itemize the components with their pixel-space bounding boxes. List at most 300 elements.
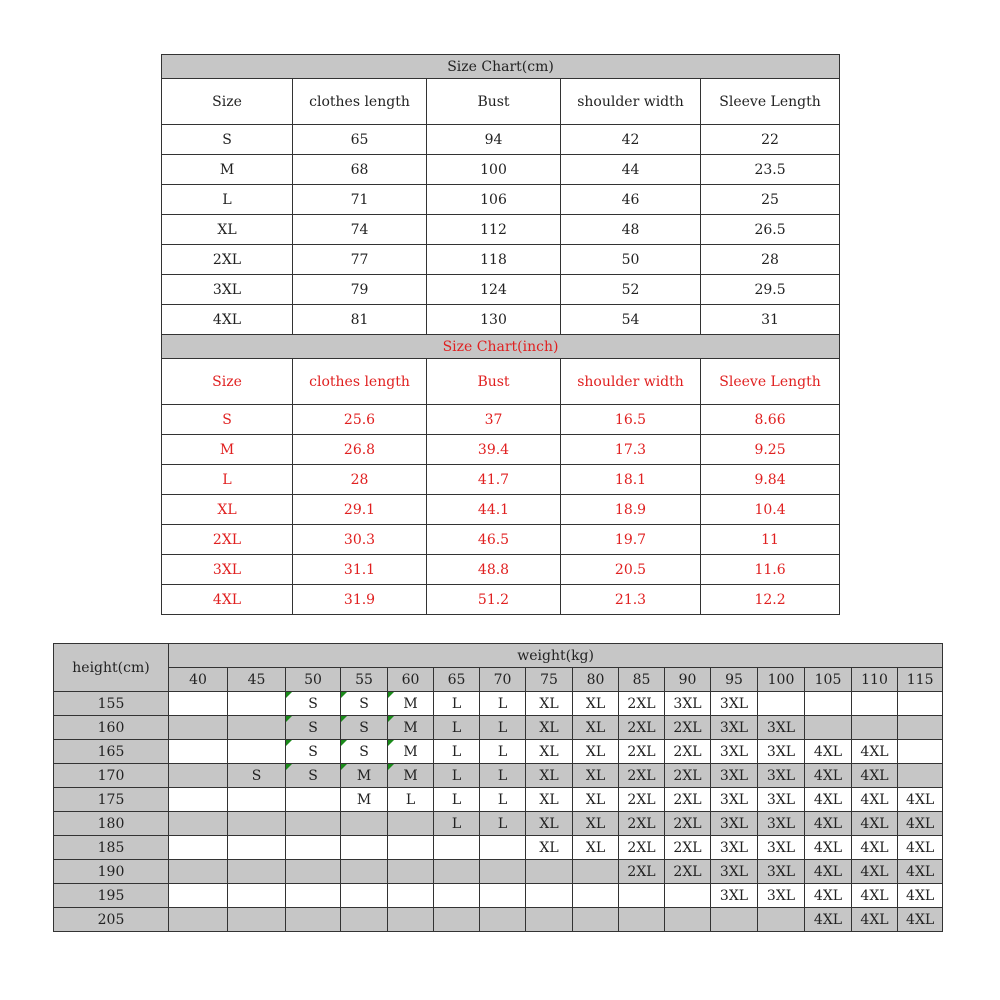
weight-header-cell: 100 [758, 668, 805, 692]
inch-table-row [162, 435, 840, 465]
inch-table-cell: 10.4 [701, 495, 840, 525]
cm-table-cell: 77 [293, 245, 427, 275]
weight-header-cell: 40 [169, 668, 228, 692]
inch-table-cell: 46.5 [427, 525, 561, 555]
size-recommendation-cell [388, 860, 434, 884]
size-recommendation-cell: 3XL [711, 884, 758, 908]
height-value-cell: 185 [54, 836, 169, 860]
inch-table-cell: 4XL [162, 585, 293, 615]
inch-table-cell: 26.8 [293, 435, 427, 465]
size-recommendation-cell [169, 860, 228, 884]
size-recommendation-cell [388, 908, 434, 932]
cm-table-cell: 112 [427, 215, 561, 245]
height-value-cell: 165 [54, 740, 169, 764]
inch-table-row [162, 405, 840, 435]
size-recommendation-cell: 4XL [852, 812, 898, 836]
inch-table-cell: 41.7 [427, 465, 561, 495]
size-recommendation-cell [480, 908, 526, 932]
size-recommendation-cell [228, 908, 286, 932]
cm-table-cell: 79 [293, 275, 427, 305]
size-recommendation-cell: 4XL [852, 908, 898, 932]
size-recommendation-cell [286, 884, 341, 908]
weight-label: weight(kg) [169, 644, 943, 668]
size-recommendation-cell: XL [573, 812, 619, 836]
inch-table-cell: 31.9 [293, 585, 427, 615]
size-recommendation-cell [758, 908, 805, 932]
inch-column-header: clothes length [293, 359, 427, 405]
height-value-cell: 195 [54, 884, 169, 908]
size-recommendation-cell: 3XL [711, 764, 758, 788]
size-recommendation-cell [434, 908, 480, 932]
size-recommendation-cell: L [434, 740, 480, 764]
size-recommendation-cell: 3XL [711, 860, 758, 884]
size-recommendation-cell: 2XL [665, 764, 711, 788]
size-recommendation-cell: M [388, 692, 434, 716]
size-recommendation-cell: XL [573, 740, 619, 764]
size-recommendation-cell [619, 908, 665, 932]
weight-header-cell: 110 [852, 668, 898, 692]
height-row [54, 908, 943, 932]
size-recommendation-cell: L [480, 692, 526, 716]
size-recommendation-cell [169, 812, 228, 836]
size-recommendation-cell: 2XL [619, 740, 665, 764]
cm-table-cell: 29.5 [701, 275, 840, 305]
weight-header-cell: 105 [805, 668, 852, 692]
size-recommendation-cell: XL [573, 716, 619, 740]
size-recommendation-cell: S [341, 716, 388, 740]
inch-chart-title: Size Chart(inch) [162, 335, 840, 359]
size-recommendation-cell [228, 836, 286, 860]
inch-table-cell: 16.5 [561, 405, 701, 435]
height-row [54, 788, 943, 812]
cm-table-cell: 54 [561, 305, 701, 335]
height-row [54, 860, 943, 884]
cm-table-cell: 81 [293, 305, 427, 335]
size-recommendation-cell: 3XL [711, 788, 758, 812]
size-recommendation-cell [388, 884, 434, 908]
size-recommendation-cell: 4XL [805, 836, 852, 860]
size-recommendation-cell: L [480, 812, 526, 836]
inch-table-cell: 20.5 [561, 555, 701, 585]
size-recommendation-cell: 4XL [805, 908, 852, 932]
size-recommendation-cell [169, 836, 228, 860]
size-recommendation-cell [805, 692, 852, 716]
size-recommendation-cell: 4XL [852, 740, 898, 764]
height-row [54, 716, 943, 740]
size-recommendation-cell [286, 908, 341, 932]
inch-table-row [162, 525, 840, 555]
height-value-cell: 205 [54, 908, 169, 932]
size-recommendation-cell: 4XL [805, 812, 852, 836]
cm-table-cell: 65 [293, 125, 427, 155]
cm-title-row [162, 55, 840, 79]
cm-table-row [162, 125, 840, 155]
size-recommendation-cell: M [341, 764, 388, 788]
size-recommendation-cell [852, 716, 898, 740]
cm-table-cell: L [162, 185, 293, 215]
size-recommendation-cell: 3XL [758, 788, 805, 812]
size-recommendation-cell: 3XL [758, 716, 805, 740]
height-row [54, 692, 943, 716]
size-recommendation-cell [228, 692, 286, 716]
inch-table-cell: 8.66 [701, 405, 840, 435]
inch-table-cell: 18.1 [561, 465, 701, 495]
inch-table-cell: 30.3 [293, 525, 427, 555]
size-recommendation-cell [286, 860, 341, 884]
size-recommendation-cell: M [388, 764, 434, 788]
size-recommendation-cell: 3XL [711, 812, 758, 836]
size-recommendation-cell [665, 908, 711, 932]
size-recommendation-cell [573, 884, 619, 908]
weight-header-cell: 45 [228, 668, 286, 692]
size-recommendation-cell [526, 860, 573, 884]
weight-header-cell: 65 [434, 668, 480, 692]
size-recommendation-cell: S [286, 740, 341, 764]
size-recommendation-cell [388, 836, 434, 860]
weight-header-cell: 115 [898, 668, 943, 692]
size-recommendation-cell: L [434, 788, 480, 812]
size-recommendation-cell: 3XL [758, 764, 805, 788]
size-recommendation-cell: XL [526, 812, 573, 836]
size-recommendation-cell [169, 740, 228, 764]
size-recommendation-cell: 4XL [805, 860, 852, 884]
size-recommendation-cell [169, 884, 228, 908]
inch-table-cell: 29.1 [293, 495, 427, 525]
cm-table-cell: 94 [427, 125, 561, 155]
cm-column-header: shoulder width [561, 79, 701, 125]
size-recommendation-cell: XL [573, 764, 619, 788]
size-recommendation-cell: 4XL [852, 788, 898, 812]
size-recommendation-cell: 2XL [665, 812, 711, 836]
size-recommendation-cell: L [480, 740, 526, 764]
size-recommendation-cell: 2XL [619, 716, 665, 740]
cm-table-cell: 31 [701, 305, 840, 335]
weight-header-cell: 95 [711, 668, 758, 692]
cm-table-cell: S [162, 125, 293, 155]
size-recommendation-cell: 4XL [805, 788, 852, 812]
inch-table-cell: S [162, 405, 293, 435]
height-value-cell: 175 [54, 788, 169, 812]
inch-table-cell: 48.8 [427, 555, 561, 585]
size-recommendation-cell: 3XL [758, 812, 805, 836]
height-value-cell: 170 [54, 764, 169, 788]
height-value-cell: 155 [54, 692, 169, 716]
height-row [54, 836, 943, 860]
inch-table-cell: 2XL [162, 525, 293, 555]
cm-table-row [162, 275, 840, 305]
size-recommendation-cell: 2XL [665, 740, 711, 764]
size-recommendation-cell [619, 884, 665, 908]
height-row [54, 812, 943, 836]
cm-table-cell: 26.5 [701, 215, 840, 245]
size-recommendation-cell [286, 812, 341, 836]
size-recommendation-cell [341, 812, 388, 836]
cm-table-cell: 74 [293, 215, 427, 245]
size-recommendation-cell [480, 836, 526, 860]
size-recommendation-cell: XL [526, 836, 573, 860]
size-recommendation-cell: 3XL [758, 884, 805, 908]
size-recommendation-cell: XL [573, 788, 619, 812]
size-recommendation-cell [480, 884, 526, 908]
size-recommendation-cell [388, 812, 434, 836]
cm-table-cell: 124 [427, 275, 561, 305]
size-recommendation-cell [434, 836, 480, 860]
inch-table-cell: 9.25 [701, 435, 840, 465]
cm-table-row [162, 215, 840, 245]
size-recommendation-cell: 3XL [711, 740, 758, 764]
size-recommendation-cell: XL [526, 716, 573, 740]
size-recommendation-cell: 2XL [619, 812, 665, 836]
size-recommendation-cell: L [480, 764, 526, 788]
inch-table-cell: 44.1 [427, 495, 561, 525]
size-chart-table [161, 54, 840, 615]
size-recommendation-cell: 2XL [619, 788, 665, 812]
cm-header-row [162, 79, 840, 125]
size-recommendation-cell: 4XL [898, 812, 943, 836]
size-recommendation-cell [898, 740, 943, 764]
height-weight-table [53, 643, 943, 932]
cm-table-cell: 50 [561, 245, 701, 275]
size-recommendation-cell [898, 764, 943, 788]
size-recommendation-cell: 2XL [665, 860, 711, 884]
cm-table-cell: 25 [701, 185, 840, 215]
inch-table-cell: 39.4 [427, 435, 561, 465]
cm-table-cell: 42 [561, 125, 701, 155]
size-recommendation-cell: 3XL [665, 692, 711, 716]
size-recommendation-cell [228, 884, 286, 908]
size-recommendation-cell [169, 716, 228, 740]
cm-table-cell: 68 [293, 155, 427, 185]
size-recommendation-cell: 4XL [852, 764, 898, 788]
size-recommendation-cell: XL [526, 740, 573, 764]
size-recommendation-cell: 3XL [758, 836, 805, 860]
cm-table-cell: 106 [427, 185, 561, 215]
cm-column-header: Size [162, 79, 293, 125]
inch-table-cell: 31.1 [293, 555, 427, 585]
weight-values-row [54, 668, 943, 692]
weight-header-cell: 80 [573, 668, 619, 692]
size-recommendation-cell: 4XL [805, 740, 852, 764]
size-recommendation-cell [286, 788, 341, 812]
size-recommendation-cell [665, 884, 711, 908]
cm-table-cell: 2XL [162, 245, 293, 275]
size-recommendation-cell: 3XL [711, 692, 758, 716]
size-recommendation-cell: 4XL [852, 860, 898, 884]
size-recommendation-cell: S [286, 764, 341, 788]
inch-table-cell: 37 [427, 405, 561, 435]
size-recommendation-cell: S [228, 764, 286, 788]
size-recommendation-cell: 4XL [898, 836, 943, 860]
size-recommendation-cell: M [388, 740, 434, 764]
cm-table-cell: 48 [561, 215, 701, 245]
size-recommendation-cell [169, 764, 228, 788]
cm-table-cell: 23.5 [701, 155, 840, 185]
size-recommendation-cell: M [388, 716, 434, 740]
size-recommendation-cell: XL [526, 692, 573, 716]
size-recommendation-cell: S [286, 692, 341, 716]
size-recommendation-cell: 4XL [852, 836, 898, 860]
inch-column-header: Sleeve Length [701, 359, 840, 405]
size-recommendation-cell [169, 692, 228, 716]
size-recommendation-cell: 4XL [898, 860, 943, 884]
inch-table-cell: 51.2 [427, 585, 561, 615]
height-value-cell: 180 [54, 812, 169, 836]
inch-table-cell: 21.3 [561, 585, 701, 615]
size-recommendation-cell [228, 716, 286, 740]
weight-header-cell: 85 [619, 668, 665, 692]
weight-header-cell: 70 [480, 668, 526, 692]
cm-column-header: Bust [427, 79, 561, 125]
size-recommendation-cell: 4XL [805, 884, 852, 908]
cm-table-cell: 118 [427, 245, 561, 275]
size-recommendation-cell [169, 908, 228, 932]
inch-table-cell: M [162, 435, 293, 465]
size-recommendation-cell [228, 812, 286, 836]
size-recommendation-cell: 2XL [665, 716, 711, 740]
size-recommendation-cell [711, 908, 758, 932]
cm-table-cell: 71 [293, 185, 427, 215]
cm-table-cell: 28 [701, 245, 840, 275]
cm-column-header: clothes length [293, 79, 427, 125]
height-row [54, 740, 943, 764]
size-recommendation-cell: 2XL [619, 836, 665, 860]
size-recommendation-cell [526, 908, 573, 932]
cm-table-cell: M [162, 155, 293, 185]
inch-title-row [162, 335, 840, 359]
weight-header-cell: 55 [341, 668, 388, 692]
inch-table-cell: 28 [293, 465, 427, 495]
inch-table-cell: 9.84 [701, 465, 840, 495]
size-recommendation-cell [228, 788, 286, 812]
size-recommendation-cell [852, 692, 898, 716]
inch-column-header: shoulder width [561, 359, 701, 405]
weight-header-cell: 60 [388, 668, 434, 692]
size-recommendation-cell: S [341, 740, 388, 764]
size-recommendation-cell: L [434, 764, 480, 788]
size-recommendation-cell: 3XL [758, 740, 805, 764]
weight-header-cell: 75 [526, 668, 573, 692]
size-recommendation-cell [758, 692, 805, 716]
height-label: height(cm) [54, 644, 169, 692]
size-recommendation-cell: 4XL [805, 764, 852, 788]
inch-column-header: Bust [427, 359, 561, 405]
size-recommendation-cell [898, 716, 943, 740]
size-recommendation-cell [341, 884, 388, 908]
height-value-cell: 190 [54, 860, 169, 884]
cm-table-cell: 46 [561, 185, 701, 215]
size-recommendation-cell: 3XL [711, 836, 758, 860]
size-recommendation-cell: 4XL [898, 788, 943, 812]
size-recommendation-cell [573, 908, 619, 932]
size-recommendation-cell: 4XL [852, 884, 898, 908]
size-recommendation-cell [434, 884, 480, 908]
cm-table-row [162, 185, 840, 215]
size-recommendation-cell: 4XL [898, 884, 943, 908]
size-recommendation-cell [341, 860, 388, 884]
inch-header-row [162, 359, 840, 405]
size-recommendation-cell: L [480, 788, 526, 812]
size-recommendation-cell [169, 788, 228, 812]
cm-table-cell: 4XL [162, 305, 293, 335]
size-recommendation-cell: 4XL [898, 908, 943, 932]
size-recommendation-cell: L [388, 788, 434, 812]
inch-table-row [162, 495, 840, 525]
cm-table-cell: 130 [427, 305, 561, 335]
inch-table-cell: 18.9 [561, 495, 701, 525]
cm-table-cell: XL [162, 215, 293, 245]
inch-table-cell: 17.3 [561, 435, 701, 465]
inch-table-row [162, 555, 840, 585]
cm-table-cell: 44 [561, 155, 701, 185]
size-recommendation-cell [526, 884, 573, 908]
inch-table-row [162, 465, 840, 495]
size-recommendation-cell [286, 836, 341, 860]
size-recommendation-cell: 2XL [665, 836, 711, 860]
size-recommendation-cell [228, 740, 286, 764]
size-recommendation-cell [228, 860, 286, 884]
size-recommendation-cell: 2XL [619, 764, 665, 788]
weight-header-cell: 90 [665, 668, 711, 692]
size-recommendation-cell [805, 716, 852, 740]
size-recommendation-cell: 3XL [711, 716, 758, 740]
size-recommendation-cell: L [434, 692, 480, 716]
size-recommendation-cell [573, 860, 619, 884]
size-recommendation-cell [341, 836, 388, 860]
size-recommendation-cell [341, 908, 388, 932]
cm-table-cell: 100 [427, 155, 561, 185]
size-recommendation-cell [434, 860, 480, 884]
size-recommendation-cell: 2XL [619, 860, 665, 884]
size-recommendation-cell: XL [573, 836, 619, 860]
size-recommendation-cell: L [434, 716, 480, 740]
inch-table-cell: 11 [701, 525, 840, 555]
cm-table-cell: 52 [561, 275, 701, 305]
height-value-cell: 160 [54, 716, 169, 740]
inch-table-cell: L [162, 465, 293, 495]
cm-chart-title: Size Chart(cm) [162, 55, 840, 79]
weight-label-row [54, 644, 943, 668]
size-recommendation-cell: L [480, 716, 526, 740]
inch-table-cell: 25.6 [293, 405, 427, 435]
inch-table-cell: XL [162, 495, 293, 525]
cm-table-cell: 3XL [162, 275, 293, 305]
size-recommendation-cell: 3XL [758, 860, 805, 884]
size-recommendation-cell: 2XL [665, 788, 711, 812]
size-recommendation-cell [480, 860, 526, 884]
cm-table-row [162, 305, 840, 335]
size-recommendation-cell: 2XL [619, 692, 665, 716]
cm-table-row [162, 245, 840, 275]
size-recommendation-cell [898, 692, 943, 716]
inch-table-cell: 12.2 [701, 585, 840, 615]
size-recommendation-cell: L [434, 812, 480, 836]
height-row [54, 764, 943, 788]
weight-header-cell: 50 [286, 668, 341, 692]
inch-table-cell: 19.7 [561, 525, 701, 555]
size-recommendation-cell: M [341, 788, 388, 812]
size-recommendation-cell: XL [526, 764, 573, 788]
inch-column-header: Size [162, 359, 293, 405]
size-recommendation-cell: S [286, 716, 341, 740]
cm-column-header: Sleeve Length [701, 79, 840, 125]
size-recommendation-cell: S [341, 692, 388, 716]
size-recommendation-cell: XL [526, 788, 573, 812]
cm-table-cell: 22 [701, 125, 840, 155]
cm-table-row [162, 155, 840, 185]
size-recommendation-cell: XL [573, 692, 619, 716]
inch-table-cell: 3XL [162, 555, 293, 585]
height-row [54, 884, 943, 908]
